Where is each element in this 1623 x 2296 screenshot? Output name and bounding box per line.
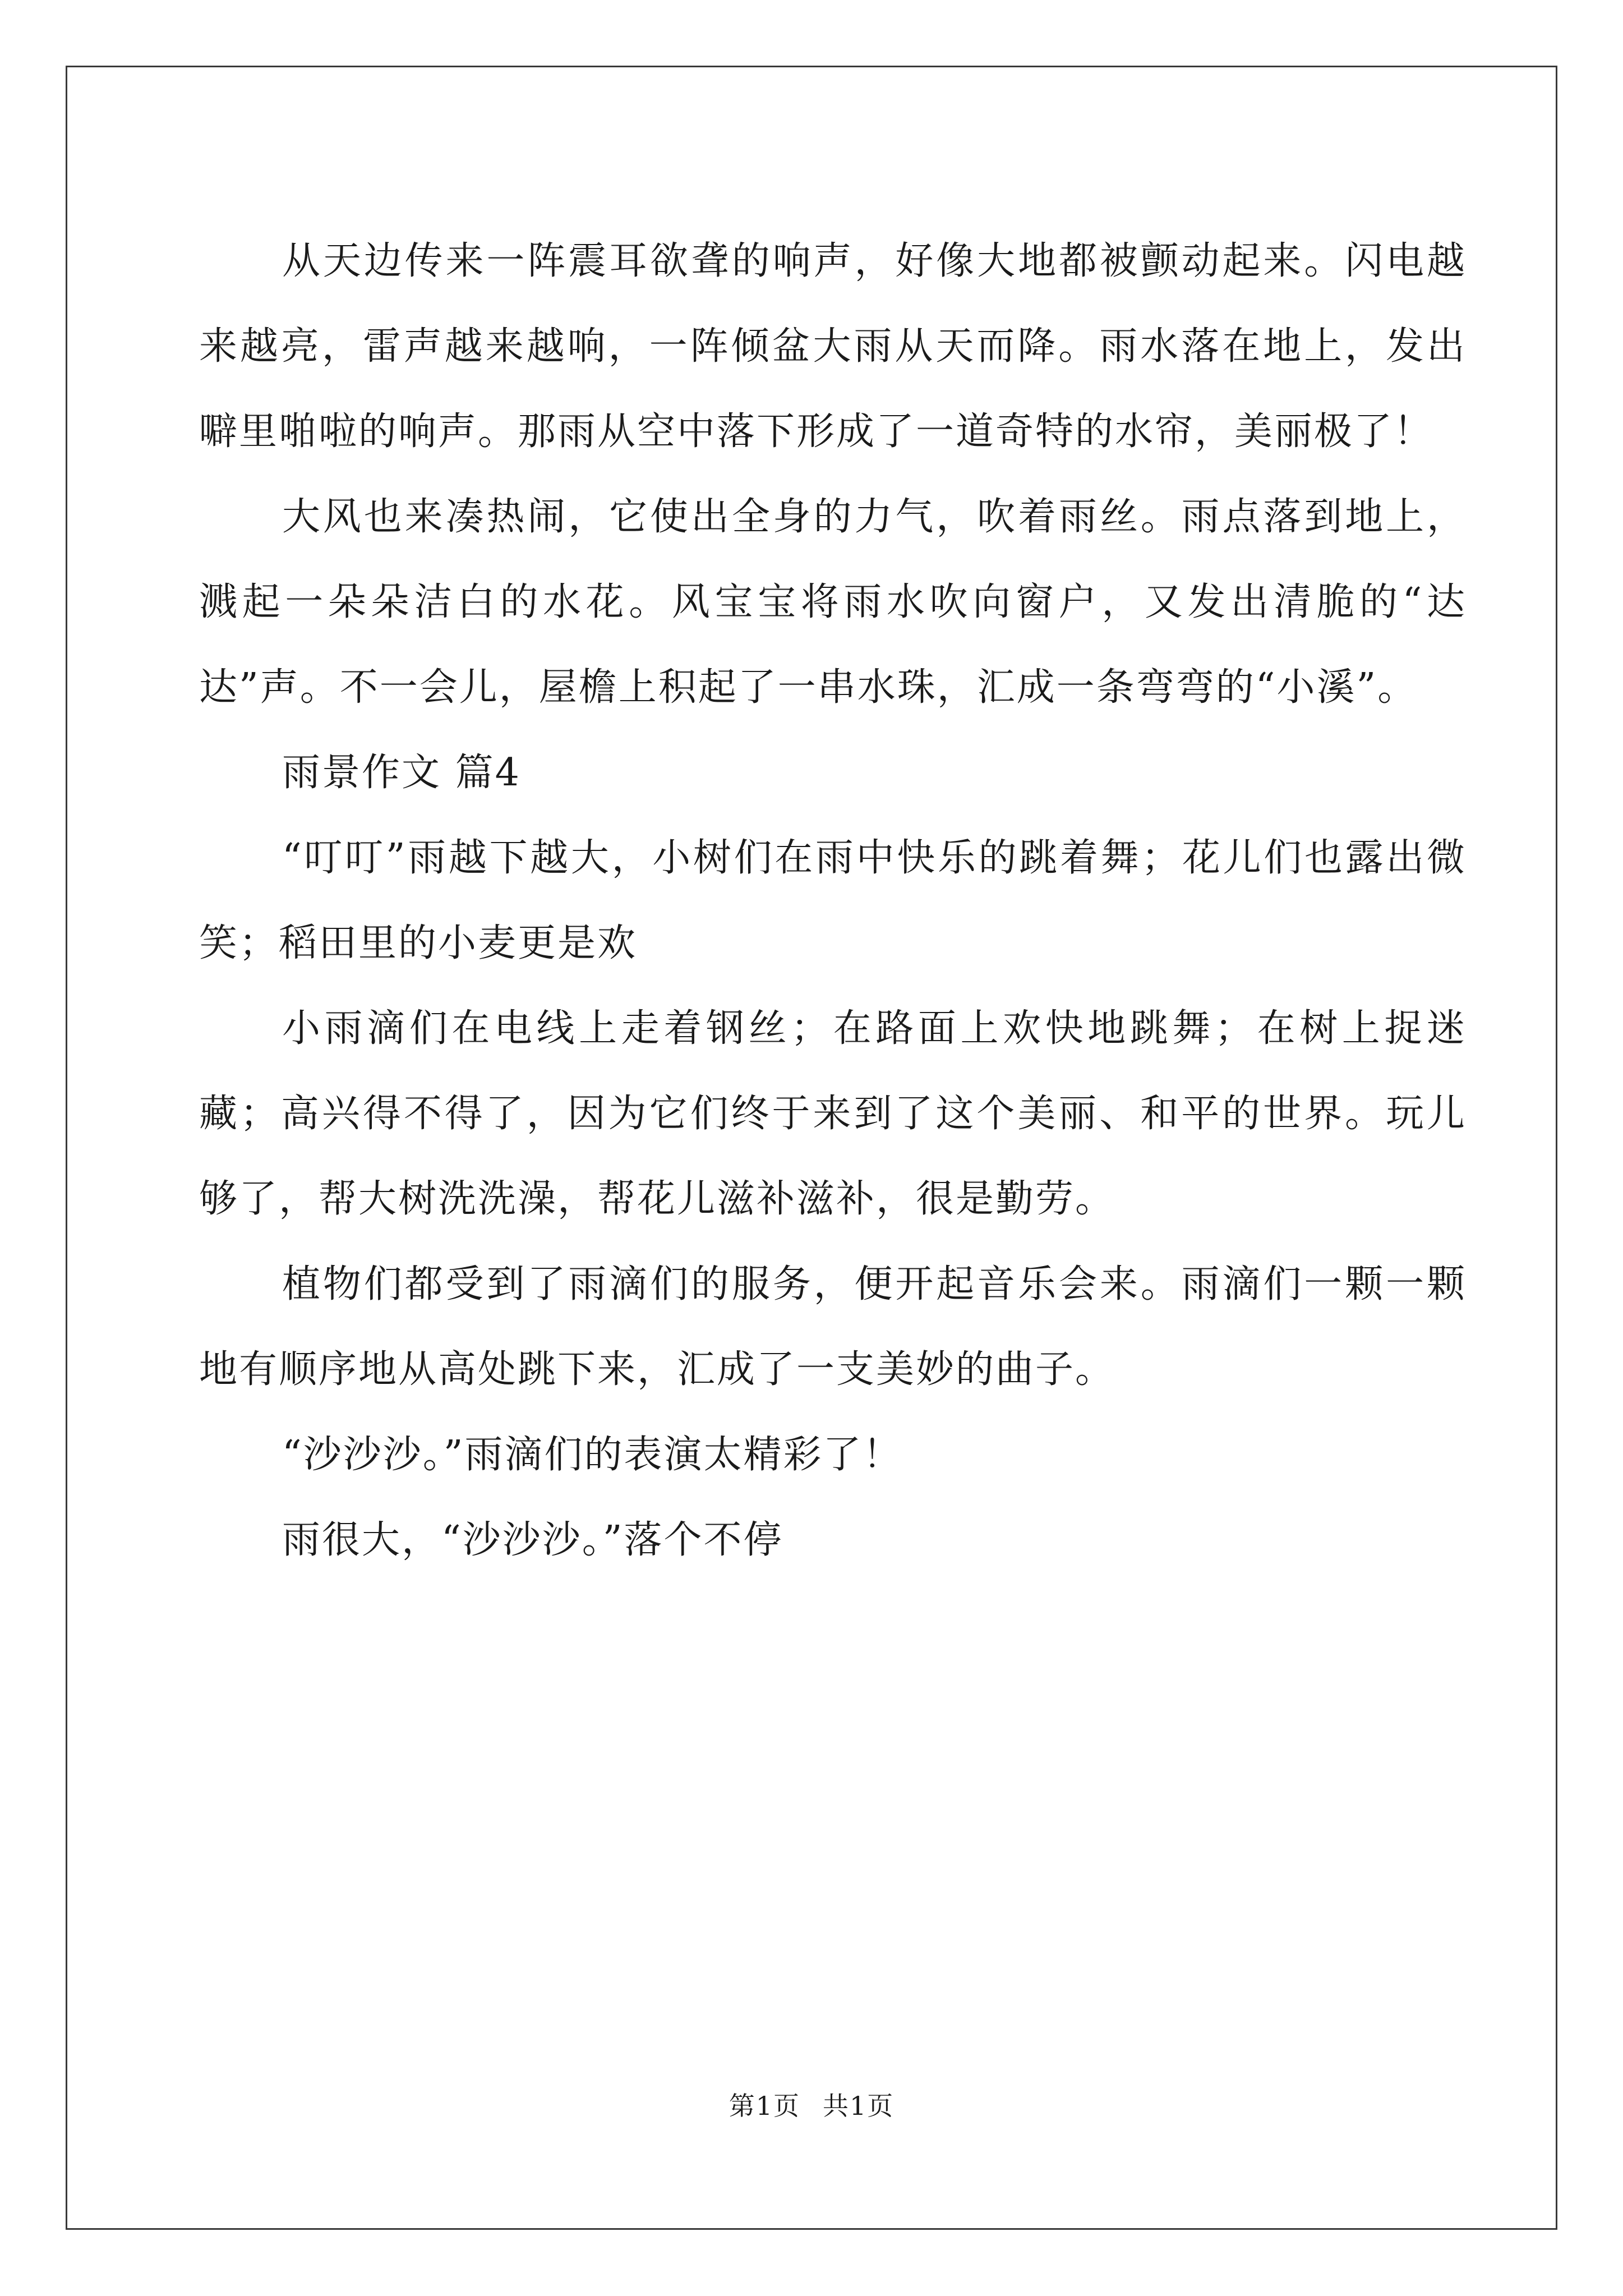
page-footer	[0, 2086, 1623, 2123]
document-body	[199, 219, 1467, 1583]
paragraph-7: 雨很大，“沙沙沙。”落个不停	[282, 1518, 783, 1562]
paragraph-1: 从天边传来一阵震耳欲聋的响声，好像大地都被颤动起来。闪电越来越亮，雷声越来越响，一阵倾盆大雨从天而降。雨水落在地上，发出噼里啪啦的响声。那雨从空中落下形成了一道奇特的水帘，美丽极了！	[199, 239, 1467, 454]
page-number-current: 第1页	[728, 2091, 800, 2121]
page-number-total: 共1页	[823, 2091, 895, 2121]
paragraph-4: 小雨滴们在电线上走着钢丝；在路面上欢快地跳舞；在树上捉迷藏；高兴得不得了，因为它们终于来到了这个美丽、和平的世界。玩儿够了，帮大树洗洗澡，帮花儿滋补滋补，很是勤劳。	[199, 1006, 1467, 1221]
paragraph-6: “沙沙沙。”雨滴们的表演太精彩了！	[282, 1433, 903, 1477]
paragraph-2: 大风也来凑热闹，它使出全身的力气，吹着雨丝。雨点落到地上，溅起一朵朵洁白的水花。风宝宝将雨水吹向窗户，又发出清脆的“达达”声。不一会儿，屋檐上积起了一串水珠，汇成一条弯弯的“小溪”。	[199, 495, 1467, 710]
paragraph-3: “叮叮”雨越下越大，小树们在雨中快乐的跳着舞；花儿们也露出微笑；稻田里的小麦更是欢	[199, 836, 1467, 965]
section-heading: 雨景作文 篇4	[282, 751, 521, 795]
paragraph-5: 植物们都受到了雨滴们的服务，便开起音乐会来。雨滴们一颗一颗地有顺序地从高处跳下来，汇成了一支美妙的曲子。	[199, 1262, 1467, 1392]
